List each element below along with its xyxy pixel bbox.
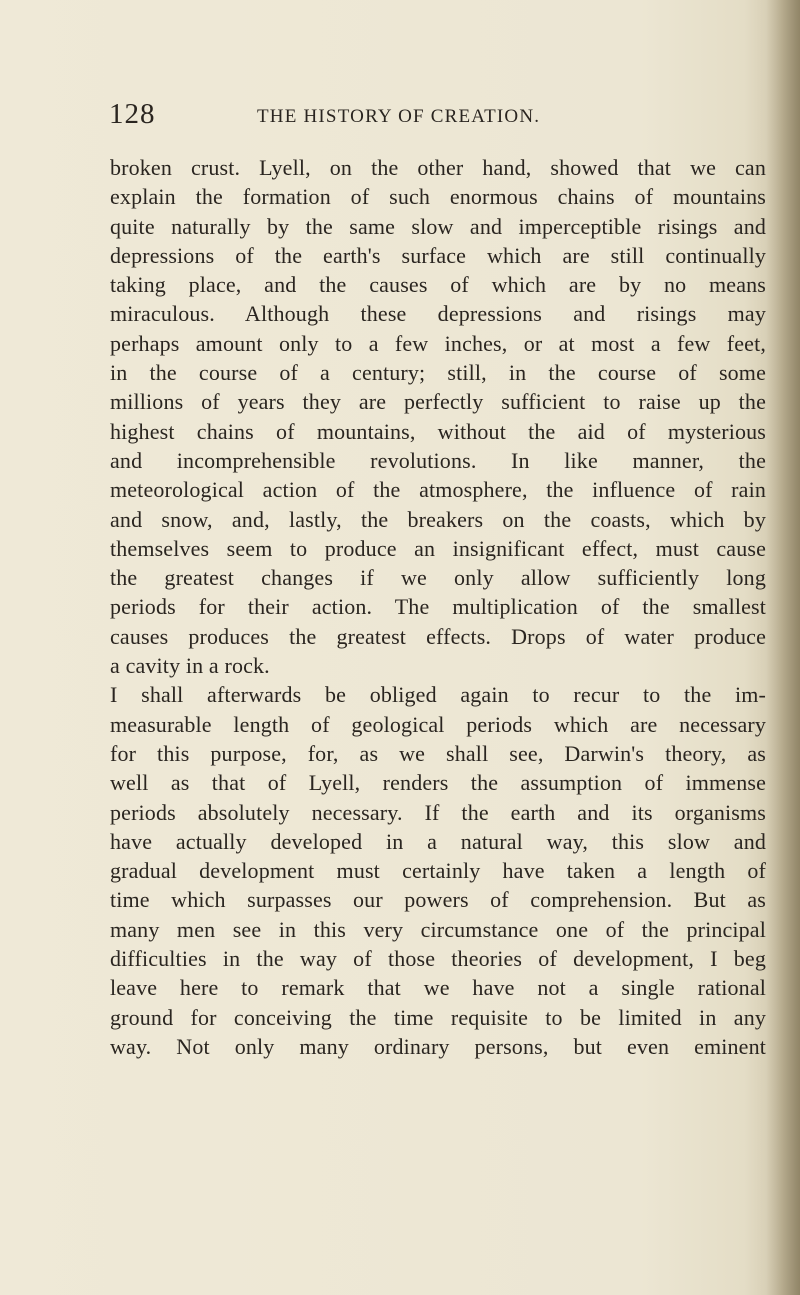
running-head: THE HISTORY OF CREATION.: [257, 106, 541, 127]
text-line: gradual development must certainly have taken a length of: [110, 858, 766, 884]
text-line: meteorological action of the atmosphere, the influence of rain: [110, 477, 766, 503]
text-line: leave here to remark that we have not a single rational: [110, 975, 766, 1001]
text-line: explain the formation of such enormous chains of mountains: [110, 184, 766, 210]
text-line: periods for their action. The multiplication of the smallest: [110, 594, 766, 620]
text-line: for this purpose, for, as we shall see, Darwin's theory, as: [110, 740, 766, 766]
text-line: a cavity in a rock.: [110, 653, 270, 679]
text-line: millions of years they are perfectly sufficient to raise up the: [110, 389, 766, 415]
text-line: many men see in this very circumstance one of the principal: [110, 916, 766, 942]
text-line: and snow, and, lastly, the breakers on the coasts, which by: [110, 506, 766, 532]
text-line: way. Not only many ordinary persons, but even eminent: [110, 1033, 766, 1059]
spine-shadow: [766, 0, 800, 1295]
text-line: highest chains of mountains, without the aid of mysterious: [110, 418, 766, 444]
text-line: miraculous. Although these depressions and risings may: [110, 301, 766, 327]
text-line: and incomprehensible revolutions. In like manner, the: [110, 447, 766, 473]
text-line: time which surpasses our powers of comprehension. But as: [110, 887, 766, 913]
text-line: well as that of Lyell, renders the assumption of immense: [110, 770, 766, 796]
text-line: perhaps amount only to a few inches, or at most a few feet,: [110, 330, 766, 356]
page-number: 128: [109, 98, 156, 130]
text-line: I shall afterwards be obliged again to recur to the im-: [110, 682, 766, 708]
text-line: in the course of a century; still, in the course of some: [110, 360, 766, 386]
text-line: the greatest changes if we only allow sufficiently long: [110, 565, 766, 591]
text-line: periods absolutely necessary. If the earth and its organisms: [110, 799, 766, 825]
text-line: have actually developed in a natural way, this slow and: [110, 828, 766, 854]
page-header: [107, 98, 767, 138]
text-line: difficulties in the way of those theories of development, I beg: [110, 946, 766, 972]
text-line: quite naturally by the same slow and imperceptible risings and: [110, 213, 766, 239]
text-line: broken crust. Lyell, on the other hand, showed that we can: [110, 155, 766, 180]
text-line: taking place, and the causes of which are by no means: [110, 272, 766, 298]
text-line: themselves seem to produce an insignificant effect, must cause: [110, 535, 766, 561]
body-text: [110, 153, 766, 1061]
text-line: depressions of the earth's surface which are still continually: [110, 242, 766, 268]
text-line: measurable length of geological periods which are necessary: [110, 711, 766, 737]
text-line: ground for conceiving the time requisite to be limited in any: [110, 1004, 766, 1030]
text-line: causes produces the greatest effects. Drops of water produce: [110, 623, 766, 649]
